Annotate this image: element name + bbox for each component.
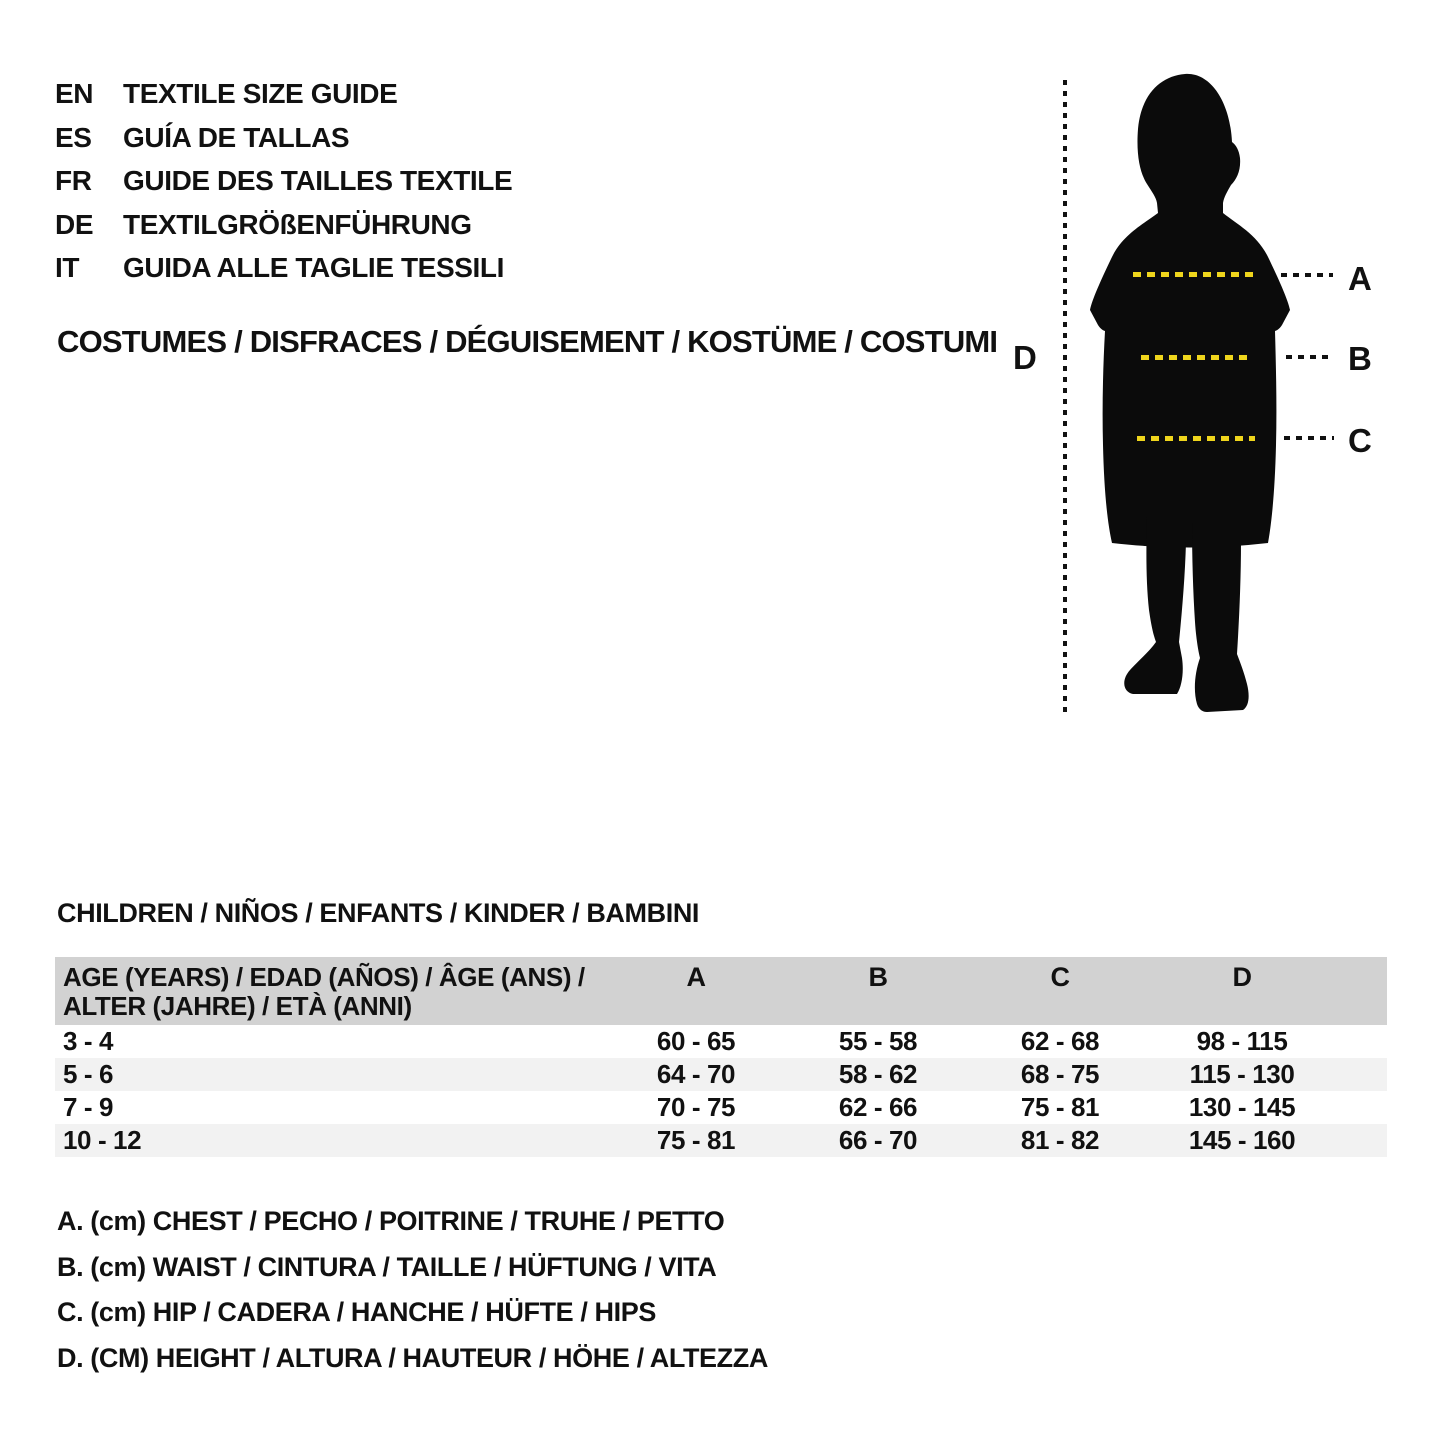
category-title: COSTUMES / DISFRACES / DÉGUISEMENT / KOSTÜME / COSTUMI [57,324,998,359]
hip-cell: 75 - 81 [1020,1092,1100,1122]
chest-cell: 75 - 81 [656,1125,736,1155]
column-header-a: A [686,962,706,992]
chest-leader-line [1281,273,1333,277]
measurement-legend [57,1199,768,1382]
language-title-list [55,72,512,290]
language-title: GUIDA ALLE TAGLIE TESSILI [123,252,504,283]
measure-label-c: C [1348,422,1372,459]
height-cell: 130 - 145 [1188,1092,1296,1122]
age-header-line2: ALTER (JAHRE) / ETÀ (ANNI) [63,991,412,1021]
language-code: IT [55,252,80,283]
age-cell: 10 - 12 [63,1125,142,1155]
hip-cell: 62 - 68 [1020,1026,1100,1056]
column-header-d: D [1232,962,1252,992]
legend-height: D. (CM) HEIGHT / ALTURA / HAUTEUR / HÖHE / ALTEZZA [57,1343,768,1374]
hip-cell: 81 - 82 [1020,1125,1100,1155]
hip-cell: 68 - 75 [1020,1059,1100,1089]
legend-waist: B. (cm) WAIST / CINTURA / TAILLE / HÜFTUNG / VITA [57,1251,717,1282]
language-code: DE [55,208,94,240]
column-header-c: C [1050,962,1070,992]
child-silhouette [1085,62,1295,712]
waist-leader-line [1286,355,1334,359]
language-title: TEXTILE SIZE GUIDE [123,78,398,109]
measure-label-a: A [1348,260,1372,297]
language-title: TEXTILGRÖßENFÜHRUNG [123,208,472,240]
age-header-line1: AGE (YEARS) / EDAD (AÑOS) / ÂGE (ANS) / [63,962,585,992]
chest-cell: 70 - 75 [656,1092,736,1122]
language-title: GUIDE DES TAILLES TEXTILE [123,165,513,196]
chest-cell: 60 - 65 [656,1026,736,1056]
measure-label-d: D [1013,339,1037,376]
table-row [55,1124,1387,1157]
table-row [55,1058,1387,1091]
language-title: GUÍA DE TALLAS [123,121,350,153]
height-measure-dotted-line [1063,80,1067,712]
height-cell: 115 - 130 [1189,1059,1295,1089]
hip-measure-dashed-line [1137,436,1255,441]
age-cell: 7 - 9 [63,1092,114,1122]
waist-cell: 55 - 58 [838,1026,918,1056]
language-code: EN [55,78,94,109]
size-table [55,957,1387,1157]
measure-label-b: B [1348,340,1372,377]
column-header-b: B [868,962,888,992]
age-cell: 3 - 4 [63,1026,114,1056]
language-code: FR [55,165,92,196]
waist-measure-dashed-line [1141,355,1248,360]
waist-cell: 62 - 66 [838,1092,918,1122]
age-cell: 5 - 6 [63,1059,114,1089]
table-row [55,1091,1387,1124]
hip-leader-line [1284,436,1334,440]
age-column-header [55,957,605,1025]
waist-cell: 58 - 62 [838,1059,918,1089]
legend-hip: C. (cm) HIP / CADERA / HANCHE / HÜFTE / HIPS [57,1297,656,1328]
chest-measure-dashed-line [1133,272,1255,277]
size-table-header [55,957,1387,1025]
height-cell: 145 - 160 [1188,1125,1296,1155]
table-row [55,1025,1387,1058]
height-cell: 98 - 115 [1196,1026,1288,1056]
language-code: ES [55,121,92,153]
children-section-title: CHILDREN / NIÑOS / ENFANTS / KINDER / BAMBINI [57,898,700,928]
chest-cell: 64 - 70 [656,1059,736,1089]
legend-chest: A. (cm) CHEST / PECHO / POITRINE / TRUHE / PETTO [57,1206,725,1236]
waist-cell: 66 - 70 [838,1125,918,1155]
